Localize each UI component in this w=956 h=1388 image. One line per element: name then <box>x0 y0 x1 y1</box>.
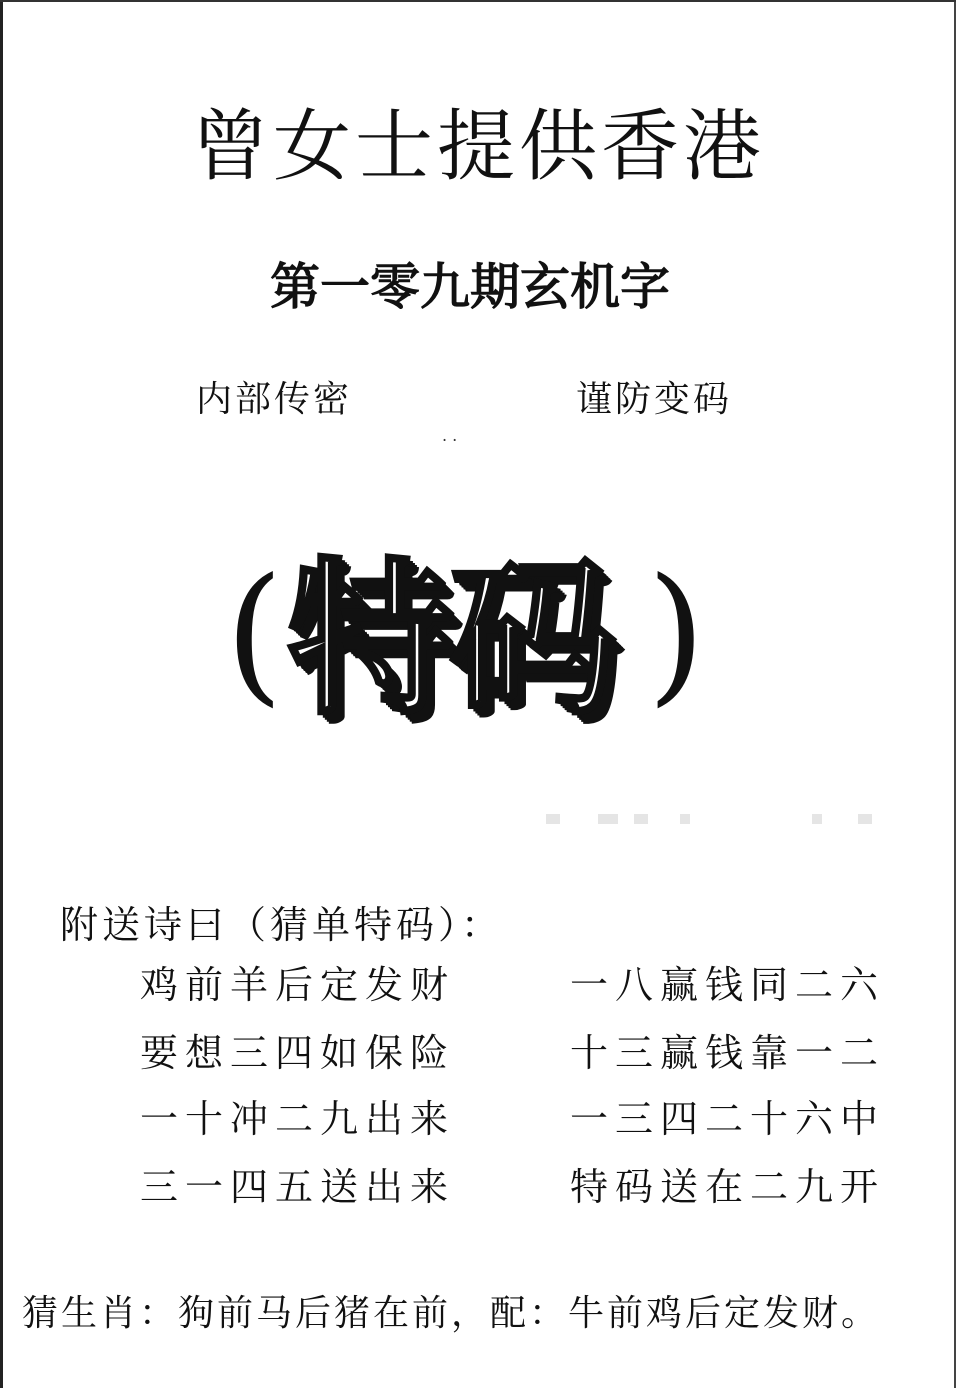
poem-line-left: 鸡前羊后定发财 <box>140 963 456 1007</box>
poem-header: 附送诗曰（猜单特码）： <box>60 903 504 947</box>
page-title: 曾女士提供香港 <box>190 102 765 192</box>
headline-word: 特码 <box>287 542 611 738</box>
tag-internal-secret: 内部传密 <box>196 379 353 420</box>
scan-border-top <box>0 0 956 2</box>
zodiac-guess-footer: 猜生肖：狗前马后猪在前，配：牛前鸡后定发财。 <box>22 1293 881 1334</box>
poem-line-right: 一三四二十六中 <box>570 1097 886 1141</box>
poem-line-right: 特码送在二九开 <box>570 1165 886 1209</box>
poem-row <box>0 1097 956 1160</box>
headline-banner <box>225 542 725 748</box>
dot-marks: . . <box>442 426 458 445</box>
faint-scan-marks <box>540 806 880 836</box>
poem-row <box>0 1165 956 1228</box>
issue-subtitle: 第一零九期玄机字 <box>270 257 670 316</box>
poem-row <box>0 1031 956 1094</box>
poem-row <box>0 963 956 1026</box>
poem-line-left: 三一四五送出来 <box>140 1165 456 1209</box>
poem-line-left: 一十冲二九出来 <box>140 1097 456 1141</box>
headline-close-paren: ) <box>647 547 706 721</box>
poem-line-right: 一八赢钱同二六 <box>570 963 886 1007</box>
poem-line-left: 要想三四如保险 <box>140 1031 456 1075</box>
tag-beware-changes: 谨防变码 <box>576 379 733 420</box>
poem-line-right: 十三赢钱靠一二 <box>570 1031 886 1075</box>
headline-open-paren: ( <box>225 547 284 721</box>
